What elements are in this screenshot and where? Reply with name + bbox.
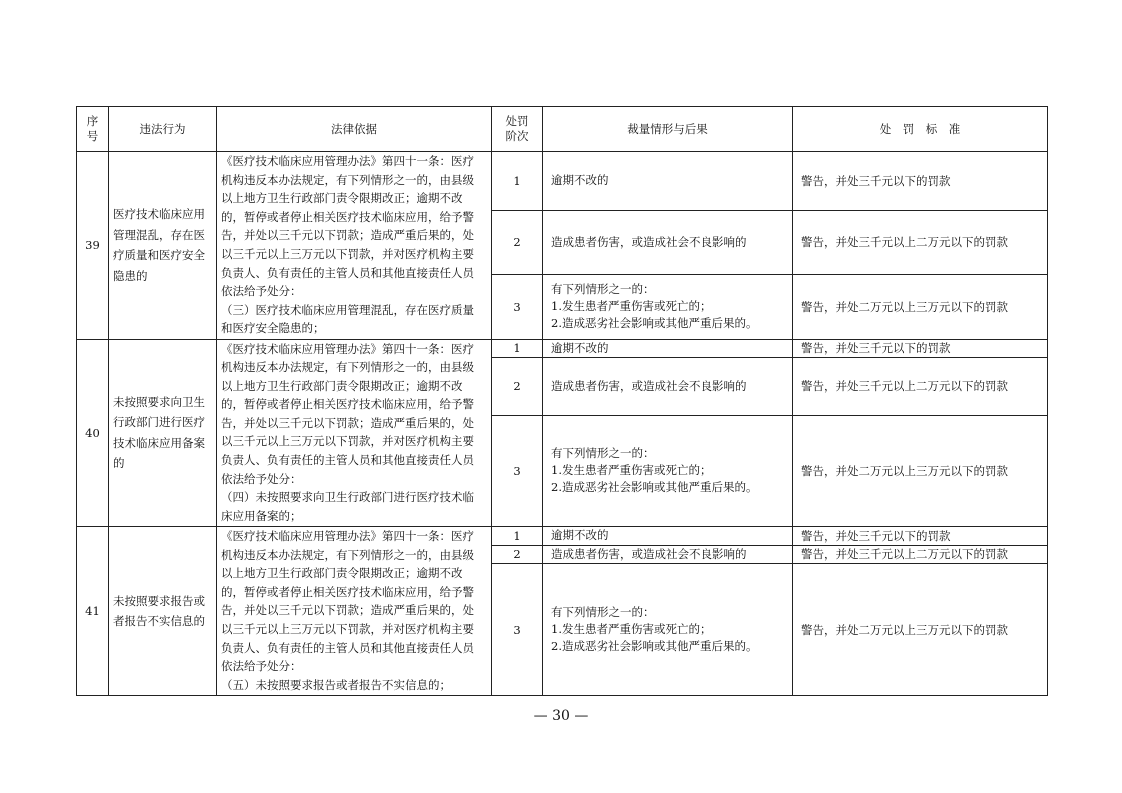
legal-basis-line: 和医疗安全隐患的；: [221, 321, 325, 336]
circumstance-line: 造成患者伤害，或造成社会不良影响的: [551, 234, 747, 249]
cell-seq: 41: [77, 527, 109, 696]
cell-penalty-standard: 警告，并处三千元以下的罚款: [793, 339, 1048, 357]
cell-penalty-standard: 警告，并处三千元以下的罚款: [793, 527, 1048, 546]
penalty-discretion-table: [76, 106, 1048, 696]
legal-basis-line: 负责人、负有责任的主管人员和其他直接责任人员: [221, 453, 474, 468]
legal-basis-line: 以三千元以上三万元以下罚款，并对医疗机构主要: [221, 246, 474, 261]
circumstance-line: 有下列情形之一的：: [551, 446, 655, 461]
legal-basis-line: 《医疗技术临床应用管理办法》第四十一条：医疗: [221, 154, 474, 168]
cell-circumstances: [543, 339, 793, 357]
legal-basis-line: 以上地方卫生行政部门责令限期改正；逾期不改: [221, 378, 463, 393]
circumstance-line: 1.发生患者严重伤害或死亡的；: [551, 463, 712, 478]
header-circumstances: 裁量情形与后果: [543, 107, 793, 152]
cell-legal-basis: [217, 152, 492, 340]
cell-penalty-standard: 警告，并处三千元以上二万元以下的罚款: [793, 545, 1048, 564]
cell-legal-basis: [217, 527, 492, 696]
cell-penalty-level: 1: [492, 527, 543, 546]
legal-basis-line: 的，暂停或者停止相关医疗技术临床应用，给予警: [221, 584, 474, 599]
legal-basis-line: 机构违反本办法规定，有下列情形之一的，由县级: [221, 360, 474, 375]
cell-penalty-level: 2: [492, 357, 543, 415]
cell-circumstances: [543, 274, 793, 339]
cell-penalty-level: 3: [492, 564, 543, 696]
cell-violation: 未按照要求向卫生行政部门进行医疗技术临床应用备案的: [109, 339, 217, 527]
cell-violation: 医疗技术临床应用管理混乱，存在医疗质量和医疗安全隐患的: [109, 152, 217, 340]
cell-circumstances: [543, 415, 793, 526]
cell-penalty-level: 1: [492, 339, 543, 357]
cell-circumstances: [543, 527, 793, 546]
cell-penalty-standard: 警告，并处二万元以上三万元以下的罚款: [793, 274, 1048, 339]
legal-basis-line: 负责人、负有责任的主管人员和其他直接责任人员: [221, 640, 474, 655]
circumstance-line: 造成患者伤害，或造成社会不良影响的: [551, 546, 747, 561]
circumstance-line: 逾期不改的: [551, 340, 609, 355]
cell-penalty-level: 2: [492, 210, 543, 274]
cell-penalty-level: 2: [492, 545, 543, 564]
table-row: [77, 339, 1048, 357]
legal-basis-line: 依法给予处分：: [221, 471, 302, 486]
cell-penalty-level: 1: [492, 152, 543, 211]
cell-legal-basis: [217, 339, 492, 527]
circumstance-line: 2.造成恶劣社会影响或其他严重后果的。: [551, 316, 758, 331]
header-penalty-standard: 处 罚 标 准: [793, 107, 1048, 152]
cell-seq: 40: [77, 339, 109, 527]
circumstance-line: 逾期不改的: [551, 173, 609, 188]
legal-basis-line: （四）未按照要求向卫生行政部门进行医疗技术临: [221, 490, 474, 505]
header-violation: 违法行为: [109, 107, 217, 152]
legal-basis-line: 告，并处以三千元以下罚款；造成严重后果的，处: [221, 603, 474, 618]
header-penalty-level: 处罚阶次: [492, 107, 543, 152]
cell-circumstances: [543, 357, 793, 415]
legal-basis-line: 《医疗技术临床应用管理办法》第四十一条：医疗: [221, 529, 474, 544]
circumstance-line: 造成患者伤害，或造成社会不良影响的: [551, 378, 747, 393]
cell-penalty-level: 3: [492, 415, 543, 526]
cell-violation: 未按照要求报告或者报告不实信息的: [109, 527, 217, 696]
page-number: — 30 —: [533, 708, 589, 724]
table-body: [77, 152, 1048, 696]
circumstance-line: 有下列情形之一的：: [551, 282, 655, 297]
cell-penalty-standard: 警告，并处三千元以上二万元以下的罚款: [793, 357, 1048, 415]
cell-circumstances: [543, 152, 793, 211]
legal-basis-line: 以三千元以上三万元以下罚款，并对医疗机构主要: [221, 434, 474, 449]
legal-basis-line: 负责人、负有责任的主管人员和其他直接责任人员: [221, 265, 474, 280]
cell-penalty-level: 3: [492, 274, 543, 339]
cell-circumstances: [543, 564, 793, 696]
circumstance-line: 逾期不改的: [551, 528, 609, 543]
legal-basis-line: 依法给予处分：: [221, 284, 302, 299]
cell-circumstances: [543, 545, 793, 564]
legal-basis-line: 机构违反本办法规定，有下列情形之一的，由县级: [221, 547, 474, 562]
legal-basis-line: 告，并处以三千元以下罚款；造成严重后果的，处: [221, 228, 474, 243]
circumstance-line: 1.发生患者严重伤害或死亡的；: [551, 299, 712, 314]
table-row: [77, 527, 1048, 546]
cell-seq: 39: [77, 152, 109, 340]
circumstance-line: 有下列情形之一的：: [551, 605, 655, 620]
circumstance-line: 1.发生患者严重伤害或死亡的；: [551, 622, 712, 637]
table-row: [77, 152, 1048, 211]
header-row: [77, 107, 1048, 152]
legal-basis-line: 依法给予处分：: [221, 659, 302, 674]
legal-basis-line: （三）医疗技术临床应用管理混乱，存在医疗质量: [221, 302, 474, 317]
header-legal-basis: 法律依据: [217, 107, 492, 152]
legal-basis-line: 机构违反本办法规定，有下列情形之一的，由县级: [221, 172, 474, 187]
legal-basis-line: 以上地方卫生行政部门责令限期改正；逾期不改: [221, 566, 463, 581]
circumstance-line: 2.造成恶劣社会影响或其他严重后果的。: [551, 639, 758, 654]
cell-penalty-standard: 警告，并处三千元以下的罚款: [793, 152, 1048, 211]
legal-basis-line: 以上地方卫生行政部门责令限期改正；逾期不改: [221, 191, 463, 206]
legal-basis-line: 的，暂停或者停止相关医疗技术临床应用，给予警: [221, 209, 474, 224]
header-seq: 序号: [77, 107, 109, 152]
legal-basis-line: 的，暂停或者停止相关医疗技术临床应用，给予警: [221, 397, 474, 412]
cell-penalty-standard: 警告，并处二万元以上三万元以下的罚款: [793, 564, 1048, 696]
legal-basis-line: 告，并处以三千元以下罚款；造成严重后果的，处: [221, 415, 474, 430]
circumstance-line: 2.造成恶劣社会影响或其他严重后果的。: [551, 480, 758, 495]
cell-penalty-standard: 警告，并处三千元以上二万元以下的罚款: [793, 210, 1048, 274]
cell-circumstances: [543, 210, 793, 274]
legal-basis-line: 以三千元以上三万元以下罚款，并对医疗机构主要: [221, 622, 474, 637]
legal-basis-line: 床应用备案的；: [221, 508, 302, 523]
legal-basis-line: （五）未按照要求报告或者报告不实信息的；: [221, 677, 451, 692]
legal-basis-line: 《医疗技术临床应用管理办法》第四十一条：医疗: [221, 341, 474, 356]
cell-penalty-standard: 警告，并处二万元以上三万元以下的罚款: [793, 415, 1048, 526]
